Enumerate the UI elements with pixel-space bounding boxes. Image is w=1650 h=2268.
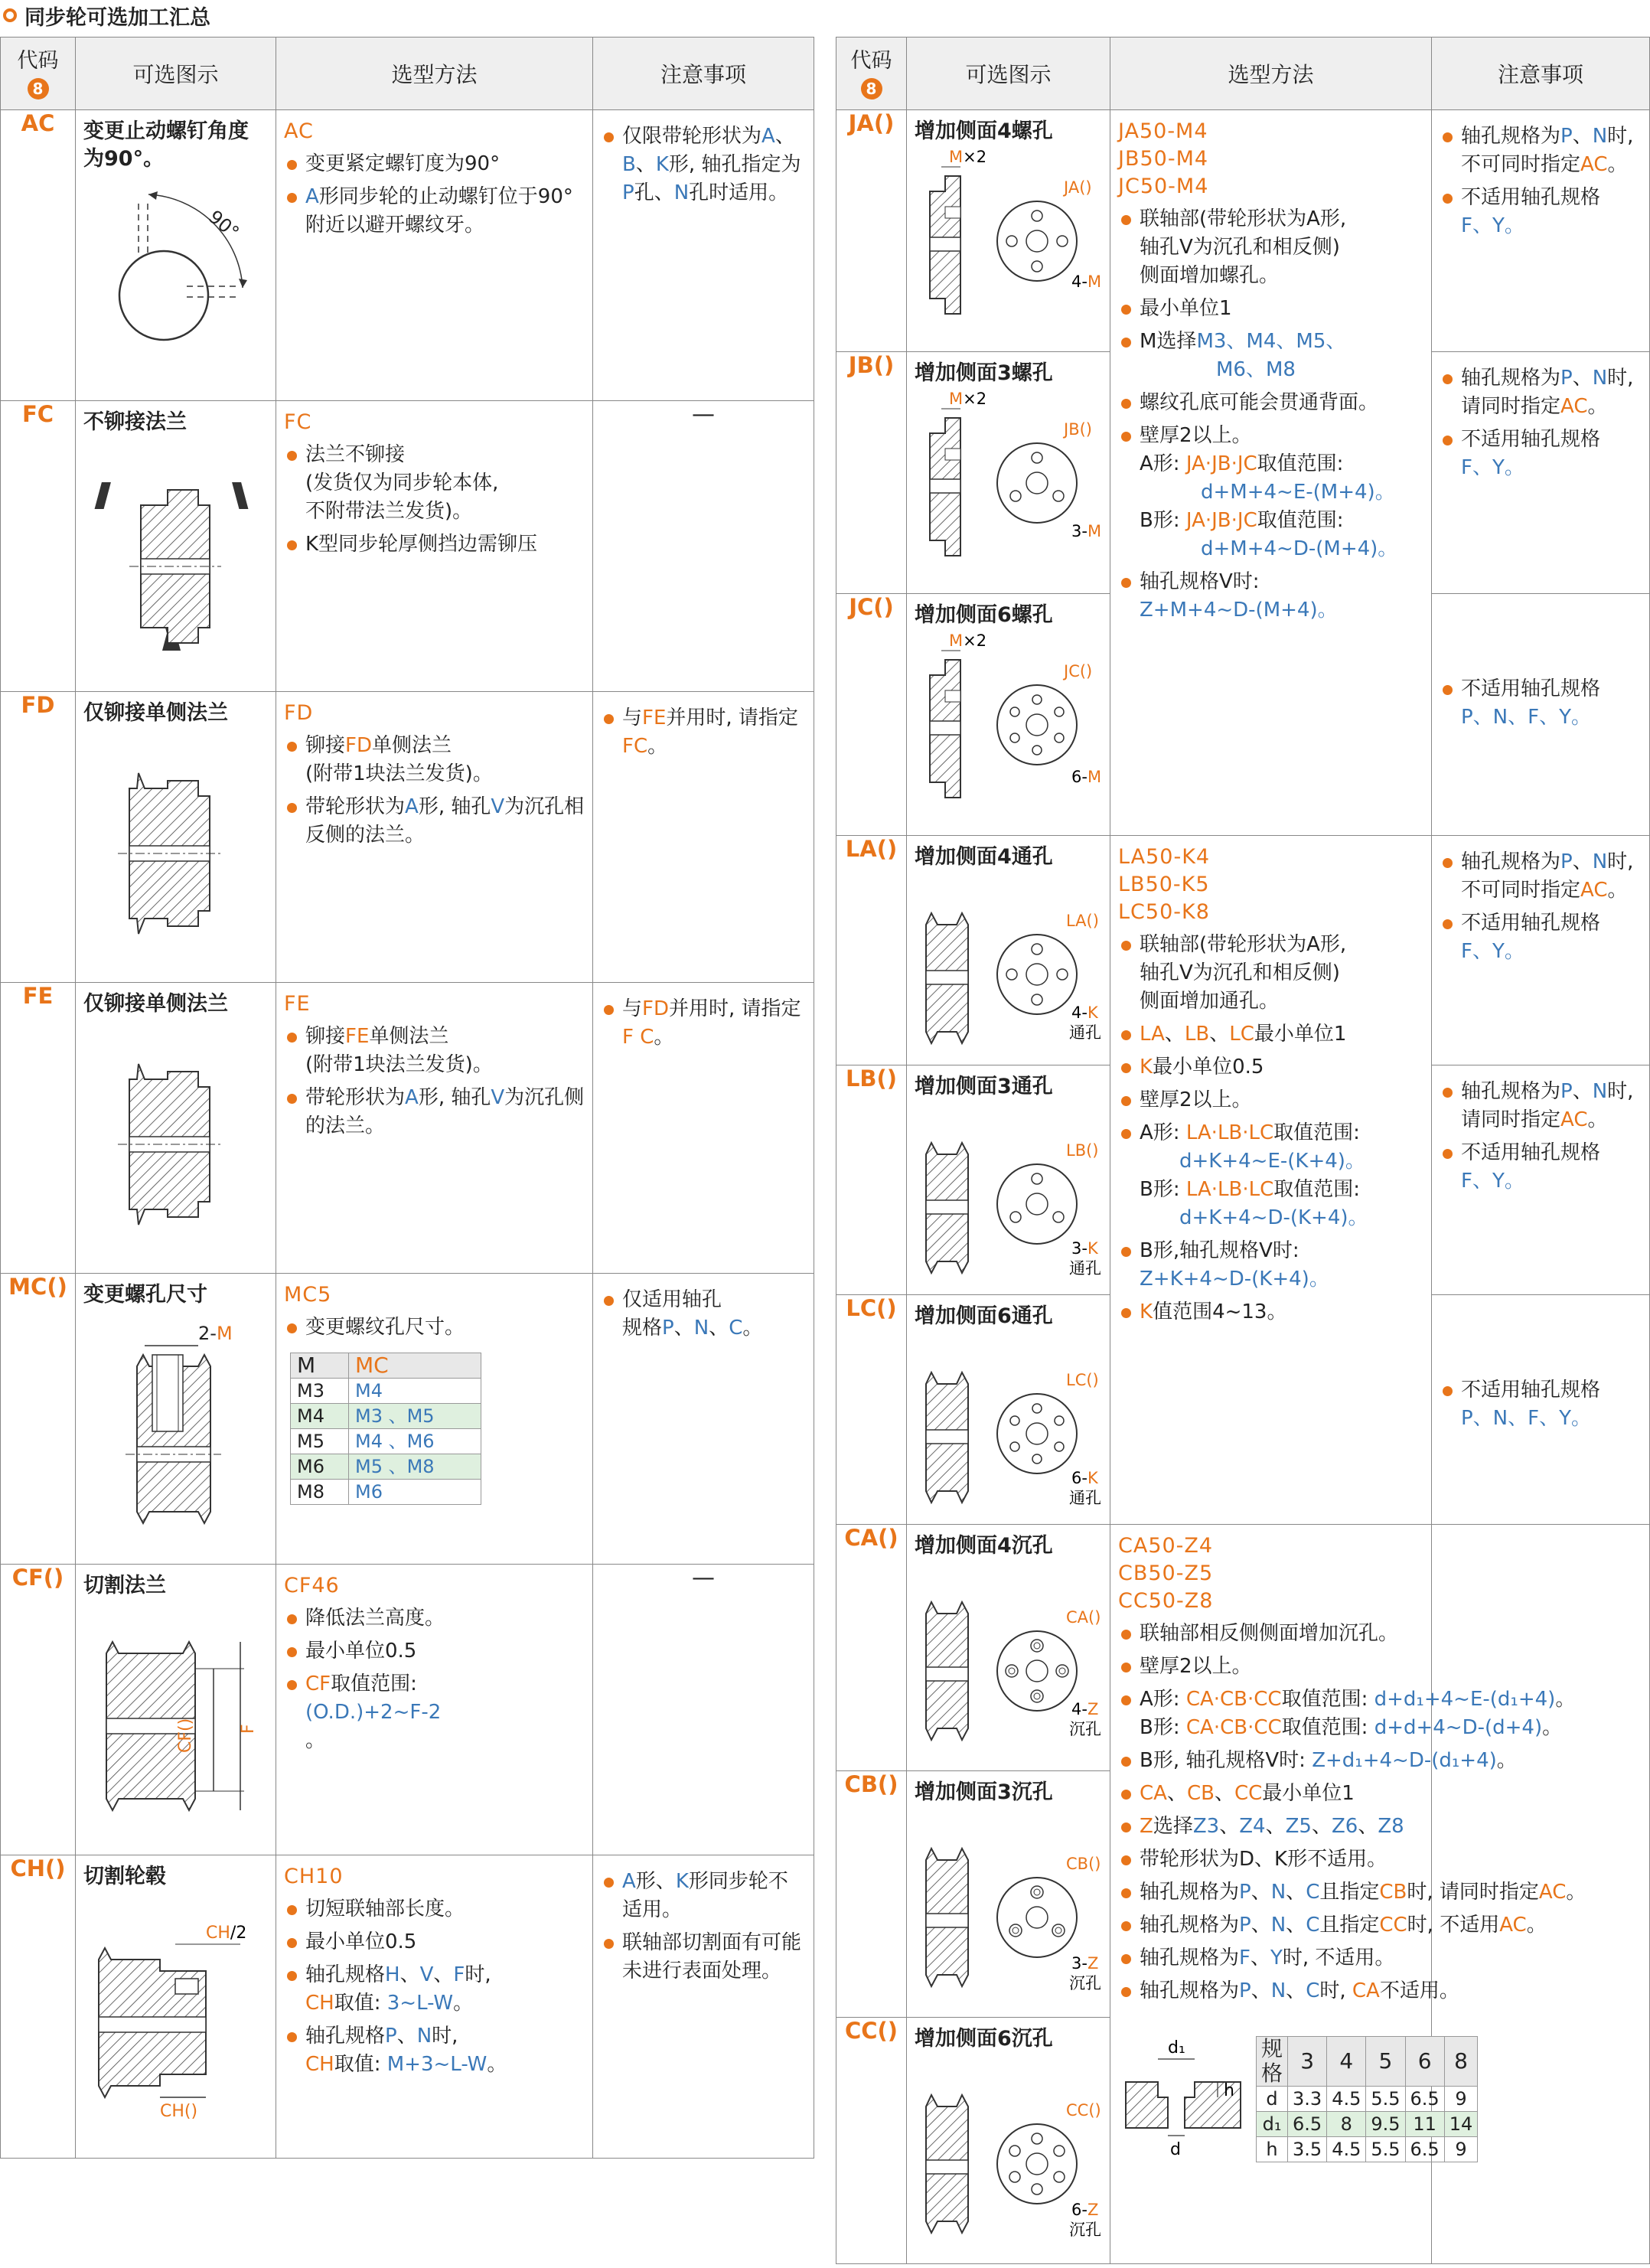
spec-cell: 8: [1327, 2112, 1366, 2137]
method-mc-1: 变更螺纹孔尺寸。: [284, 1313, 585, 1342]
method-c-fy: 轴孔规格为F、Y时, 不适用。: [1118, 1944, 1639, 1973]
method-c-range-a: A形: CA·CB·CC取值范围: d+d₁+4~E-(d₁+4)。: [1118, 1685, 1639, 1714]
mc-cell: M4: [349, 1379, 481, 1404]
fig-title-ch: 切割轮毂: [83, 1865, 166, 1888]
mc-cell: M3 、M5: [349, 1404, 481, 1429]
d-label: d: [1170, 2140, 1181, 2159]
lc-figure: [915, 1330, 1106, 1514]
method-code-ja: JA50-M4: [1118, 119, 1208, 143]
spec-cell: 4.5: [1327, 2137, 1366, 2162]
row-cf: [1, 1565, 814, 1855]
spec-cell: 9: [1444, 2137, 1478, 2162]
note-lb-1: 轴孔规格为P、N时, 请同时指定AC。: [1440, 1078, 1642, 1134]
ca-count-label: 4-Z: [1071, 1700, 1099, 1718]
cc-figure: [915, 2053, 1106, 2244]
method-code-ca: CA50-Z4: [1118, 1534, 1214, 1558]
note-la-2: 不适用轴孔规格 F、Y。: [1440, 909, 1642, 966]
header-figure: 可选图示: [76, 38, 276, 110]
method-code-cb: CB50-Z5: [1118, 1561, 1214, 1585]
code-fd: FD: [1, 692, 76, 983]
method-l-1: 联轴部(带轮形状为A形, 轴孔V为沉孔和相反侧) 侧面增加通孔。: [1118, 931, 1423, 1016]
method-code-ac: AC: [284, 119, 314, 143]
method-c-2: 壁厚2以上。: [1118, 1653, 1639, 1681]
right-header-row: [836, 38, 1650, 110]
method-c-z: Z选择Z3、Z4、Z5、Z6、Z8: [1118, 1813, 1639, 1841]
fig-title-fc: 不铆接法兰: [83, 410, 187, 434]
method-c-1: 联轴部相反侧侧面增加沉孔。: [1118, 1620, 1639, 1648]
ca-counterbore-label: 沉孔: [1069, 1720, 1101, 1738]
ch-label: CH(): [160, 2102, 198, 2121]
cf-label: CF(): [176, 1718, 195, 1753]
mc-th-mc: MC: [349, 1353, 481, 1379]
mc-cell: M4: [291, 1404, 349, 1429]
ja-mx2-label: M×2: [949, 148, 987, 166]
header-method-r: 选型方法: [1110, 38, 1432, 110]
cc-code-label: CC(): [1066, 2101, 1101, 2120]
method-code-lc: LC50-K8: [1118, 900, 1210, 924]
method-code-fc: FC: [284, 410, 312, 434]
method-c-dk: 带轮形状为D、K形不适用。: [1118, 1845, 1639, 1874]
method-code-cc: CC50-Z8: [1118, 1589, 1214, 1613]
header-code: 代码 8: [1, 38, 76, 110]
fig-title-jc: 增加侧面6螺孔: [915, 603, 1053, 627]
note-ac-1: 仅限带轮形状为A、B、K形, 轴孔指定为P孔、N孔时适用。: [601, 122, 806, 207]
note-jc-1: 不适用轴孔规格 P、N、F、Y。: [1440, 675, 1642, 732]
note-jb-2: 不适用轴孔规格 F、Y。: [1440, 426, 1642, 482]
counterbore-spec: [1118, 2036, 1473, 2162]
method-c-ca: 轴孔规格为P、N、C时, CA不适用。: [1118, 1977, 1639, 2005]
method-code-ch: CH10: [284, 1865, 344, 1888]
badge-8-icon: 8: [861, 78, 882, 100]
la-figure: [915, 871, 1106, 1055]
lb-count-label: 3-K: [1071, 1239, 1098, 1258]
method-fe-1: 铆接FE单侧法兰 (附带1块法兰发货)。: [284, 1023, 585, 1079]
cf-figure: [83, 1600, 267, 1822]
right-table: [836, 37, 1650, 2264]
method-ch-3: 轴孔规格H、V、F时, CH取值: 3~L-W。: [284, 1961, 585, 2018]
method-code-mc: MC5: [284, 1283, 332, 1307]
lc-code-label: LC(): [1066, 1371, 1099, 1389]
note-mc-1: 仅适用轴孔 规格P、N、C。: [601, 1286, 806, 1343]
mc-th-m: M: [291, 1353, 349, 1379]
mc-cell: M6: [291, 1454, 349, 1480]
spec-cell: 6.5: [1288, 2112, 1327, 2137]
jc-count-label: 6-M: [1071, 768, 1102, 786]
fig-title-lb: 增加侧面3通孔: [915, 1075, 1053, 1098]
fig-title-cb: 增加侧面3沉孔: [915, 1780, 1053, 1804]
spec-th: 规格: [1257, 2037, 1288, 2087]
code-cb: CB(): [836, 1771, 907, 2018]
method-l-range-b: B形: LA·LB·LC取值范围: d+K+4~D-(K+4)。: [1140, 1178, 1368, 1229]
mc-cell: M5 、M8: [349, 1454, 481, 1480]
method-code-fe: FE: [284, 992, 311, 1016]
method-j-4: 螺纹孔底可能会贯通背面。: [1118, 389, 1423, 417]
row-fc: [1, 401, 814, 692]
method-cf-1: 降低法兰高度。: [284, 1604, 585, 1633]
cc-counterbore-label: 沉孔: [1069, 2221, 1101, 2239]
method-l-4: 壁厚2以上。: [1118, 1086, 1423, 1114]
method-l-3: K最小单位0.5: [1118, 1053, 1423, 1082]
note-ch-2: 联轴部切割面有可能未进行表面处理。: [601, 1929, 806, 1986]
note-lb-2: 不适用轴孔规格 F、Y。: [1440, 1139, 1642, 1196]
method-c-range-b: B形: CA·CB·CC取值范围: d+d+4~D-(d+4)。: [1140, 1716, 1563, 1739]
method-code-jc: JC50-M4: [1118, 175, 1209, 198]
spec-th: 5: [1366, 2037, 1405, 2087]
code-mc: MC(): [1, 1274, 76, 1565]
cb-code-label: CB(): [1066, 1855, 1101, 1873]
fig-title-la: 增加侧面4通孔: [915, 845, 1053, 869]
fig-title-cf: 切割法兰: [83, 1574, 166, 1597]
code-fc: FC: [1, 401, 76, 692]
header-method: 选型方法: [276, 38, 593, 110]
method-c-cc: 轴孔规格为P、N、C且指定CC时, 不适用AC。: [1118, 1911, 1639, 1940]
spec-cell: 9.5: [1366, 2112, 1405, 2137]
ca-code-label: CA(): [1066, 1608, 1101, 1627]
cb-count-label: 3-Z: [1071, 1954, 1099, 1973]
jc-code-label: JC(): [1064, 662, 1093, 680]
mc-cell: M5: [291, 1429, 349, 1454]
fig-title-fe: 仅铆接单侧法兰: [83, 992, 228, 1016]
fig-title-cc: 增加侧面6沉孔: [915, 2027, 1053, 2051]
fig-title-mc: 变更螺孔尺寸: [83, 1283, 207, 1307]
lb-code-label: LB(): [1066, 1141, 1099, 1160]
lb-through-label: 通孔: [1069, 1259, 1101, 1278]
ja-figure: [915, 145, 1106, 329]
fig-title-ac: 变更止动螺钉角度为90°。: [83, 119, 249, 171]
method-cf-2: 最小单位0.5: [284, 1637, 585, 1666]
fig-title-fd: 仅铆接单侧法兰: [83, 701, 228, 725]
code-lb: LB(): [836, 1065, 907, 1295]
method-j-2: 最小单位1: [1118, 295, 1423, 323]
code-cc: CC(): [836, 2018, 907, 2264]
method-j-range-a: A形: JA·JB·JC取值范围: d+M+4~E-(M+4)。: [1140, 452, 1395, 504]
cc-count-label: 6-Z: [1071, 2201, 1099, 2219]
method-c-unit: CA、CB、CC最小单位1: [1118, 1780, 1639, 1808]
note-fe-1: 与FD并用时, 请指定F C。: [601, 995, 806, 1052]
method-code-la: LA50-K4: [1118, 845, 1211, 869]
note-fd-1: 与FE并用时, 请指定FC。: [601, 704, 806, 761]
method-ch-2: 最小单位0.5: [284, 1928, 585, 1956]
method-fd-1: 铆接FD单侧法兰 (附带1块法兰发货)。: [284, 732, 585, 788]
spec-cell: 6.5: [1405, 2087, 1444, 2112]
spec-cell: d₁: [1257, 2112, 1288, 2137]
method-fc-1: 法兰不铆接 (发货仅为同步轮本体, 不附带法兰发货)。: [284, 441, 585, 526]
mc-table: [290, 1353, 481, 1505]
code-ac: AC: [1, 110, 76, 401]
row-fe: [1, 983, 814, 1274]
spec-cell: 14: [1444, 2112, 1478, 2137]
ch-figure: [83, 1891, 267, 2120]
lc-count-label: 6-K: [1071, 1469, 1098, 1487]
left-header-row: [1, 38, 814, 110]
mc-cell: M6: [349, 1480, 481, 1505]
jc-figure: [915, 629, 1106, 813]
method-ch-4: 轴孔规格P、N时, CH取值: M+3~L-W。: [284, 2022, 585, 2079]
title-ring-icon: [3, 8, 17, 22]
note-ch-1: A形、K形同步轮不适用。: [601, 1868, 806, 1924]
fig-title-ca: 增加侧面4沉孔: [915, 1534, 1053, 1558]
method-fc-2: K型同步轮厚侧挡边需铆压: [284, 530, 585, 559]
jb-code-label: JB(): [1064, 420, 1092, 439]
code-jb: JB(): [836, 352, 907, 594]
code-lc: LC(): [836, 1295, 907, 1525]
mc-cell: M4 、M6: [349, 1429, 481, 1454]
row-fd: [1, 692, 814, 983]
method-cf-3: CF取值范围: (O.D.)+2~F-2 。: [284, 1670, 585, 1755]
page-title-text: 同步轮可选加工汇总: [24, 5, 210, 30]
row-ac: [1, 110, 814, 401]
jb-figure: [915, 387, 1106, 571]
note-jb-1: 轴孔规格为P、N时, 请同时指定AC。: [1440, 364, 1642, 421]
mc-cell: M3: [291, 1379, 349, 1404]
method-code-lb: LB50-K5: [1118, 873, 1210, 896]
method-fd-2: 带轮形状为A形, 轴孔V为沉孔相反侧的法兰。: [284, 793, 585, 850]
method-ac-2: A形同步轮的止动螺钉位于90°附近以避开螺纹牙。: [284, 183, 585, 240]
spec-cell: 4.5: [1327, 2087, 1366, 2112]
method-code-cf: CF46: [284, 1574, 340, 1597]
lc-through-label: 通孔: [1069, 1489, 1101, 1507]
jc-mx2-label: M×2: [949, 631, 987, 650]
method-l-v: B形,轴孔规格V时: Z+K+4~D-(K+4)。: [1118, 1237, 1423, 1294]
note-fc-dash: —: [692, 401, 715, 428]
fig-title-ja: 增加侧面4螺孔: [915, 119, 1053, 143]
lb-figure: [915, 1101, 1106, 1284]
row-ch: [1, 1855, 814, 2159]
note-la-1: 轴孔规格为P、N时, 不可同时指定AC。: [1440, 848, 1642, 905]
method-code-fd: FD: [284, 701, 314, 725]
fig-title-jb: 增加侧面3螺孔: [915, 361, 1053, 385]
method-l-k: K值范围4~13。: [1118, 1298, 1423, 1327]
code-jc: JC(): [836, 594, 907, 836]
la-through-label: 通孔: [1069, 1023, 1101, 1042]
header-figure-r: 可选图示: [907, 38, 1110, 110]
mc-figure: [83, 1309, 267, 1531]
method-j-1: 联轴部(带轮形状为A形, 轴孔V为沉孔和相反侧) 侧面增加螺孔。: [1118, 205, 1423, 290]
spec-cell: 3.5: [1288, 2137, 1327, 2162]
header-notes: 注意事项: [593, 38, 814, 110]
method-fe-2: 带轮形状为A形, 轴孔V为沉孔侧的法兰。: [284, 1084, 585, 1141]
code-ca: CA(): [836, 1525, 907, 1771]
method-j-range-b: B形: JA·JB·JC取值范围: d+M+4~D-(M+4)。: [1140, 509, 1398, 560]
header-notes-r: 注意事项: [1432, 38, 1650, 110]
spec-cell: h: [1257, 2137, 1288, 2162]
row-mc: [1, 1274, 814, 1565]
ja-count-label: 4-M: [1071, 272, 1102, 291]
f-label: F: [239, 1724, 258, 1734]
jb-mx2-label: M×2: [949, 390, 987, 408]
angle-label: 90°: [204, 206, 243, 243]
method-j-3: M选择M3、M4、M5、 M6、M8: [1118, 328, 1423, 384]
fig-title-lc: 增加侧面6通孔: [915, 1304, 1053, 1328]
page-title: [0, 0, 210, 31]
ac-figure: [83, 173, 267, 387]
method-l-2: LA、LB、LC最小单位1: [1118, 1020, 1423, 1049]
spec-cell: d: [1257, 2087, 1288, 2112]
method-j-v: 轴孔规格V时: Z+M+4~D-(M+4)。: [1118, 568, 1423, 625]
code-la: LA(): [836, 836, 907, 1065]
la-code-label: LA(): [1066, 912, 1099, 930]
h-label: h: [1224, 2081, 1234, 2100]
ch-half-label: CH/2: [206, 1924, 247, 1943]
spec-cell: 9: [1444, 2087, 1478, 2112]
spec-cell: 3.3: [1288, 2087, 1327, 2112]
spec-th: 3: [1288, 2037, 1327, 2087]
cb-figure: [915, 1806, 1106, 1998]
note-lc-1: 不适用轴孔规格 P、N、F、Y。: [1440, 1376, 1642, 1433]
d1-label: d₁: [1168, 2038, 1185, 2058]
header-code-r: 代码 8: [836, 38, 907, 110]
ja-code-label: JA(): [1064, 178, 1092, 197]
la-count-label: 4-K: [1071, 1003, 1098, 1022]
row-la: [836, 836, 1650, 1065]
spec-cell: 11: [1405, 2112, 1444, 2137]
jb-count-label: 3-M: [1071, 522, 1102, 540]
spec-cell: 6.5: [1405, 2137, 1444, 2162]
badge-8-icon: 8: [28, 78, 49, 100]
fd-figure: [83, 727, 267, 949]
cb-counterbore-label: 沉孔: [1069, 1974, 1101, 1992]
code-ch: CH(): [1, 1855, 76, 2159]
method-c-v: B形, 轴孔规格V时: Z+d₁+4~D-(d₁+4)。: [1118, 1747, 1639, 1775]
spec-th: 4: [1327, 2037, 1366, 2087]
spec-th: 8: [1444, 2037, 1478, 2087]
code-fe: FE: [1, 983, 76, 1274]
method-ac-1: 变更紧定螺钉度为90°: [284, 150, 585, 178]
left-table: [0, 37, 814, 2159]
method-c-cb: 轴孔规格为P、N、C且指定CB时, 请同时指定AC。: [1118, 1878, 1639, 1907]
spec-cell: 5.5: [1366, 2087, 1405, 2112]
spec-cell: 5.5: [1366, 2137, 1405, 2162]
row-ca: [836, 1525, 1650, 1771]
counterbore-figure: [1118, 2036, 1248, 2159]
code-cf: CF(): [1, 1565, 76, 1855]
note-ja-2: 不适用轴孔规格 F、Y。: [1440, 184, 1642, 240]
ca-figure: [915, 1560, 1106, 1751]
note-cf-dash: —: [692, 1565, 715, 1591]
counterbore-table: [1256, 2036, 1478, 2162]
method-code-jb: JB50-M4: [1118, 147, 1209, 171]
code-ja: JA(): [836, 110, 907, 352]
mc-cell: M8: [291, 1480, 349, 1505]
spec-th: 6: [1405, 2037, 1444, 2087]
method-ch-1: 切短联轴部长度。: [284, 1895, 585, 1924]
method-l-range-a: A形: LA·LB·LC取值范围: d+K+4~E-(K+4)。: [1118, 1119, 1423, 1176]
method-j-5: 壁厚2以上。: [1118, 422, 1423, 450]
fe-figure: [83, 1018, 267, 1240]
fc-figure: [83, 436, 267, 658]
row-ja: [836, 110, 1650, 352]
mc-label: 2-M: [198, 1323, 233, 1344]
note-ja-1: 轴孔规格为P、N时, 不可同时指定AC。: [1440, 122, 1642, 179]
